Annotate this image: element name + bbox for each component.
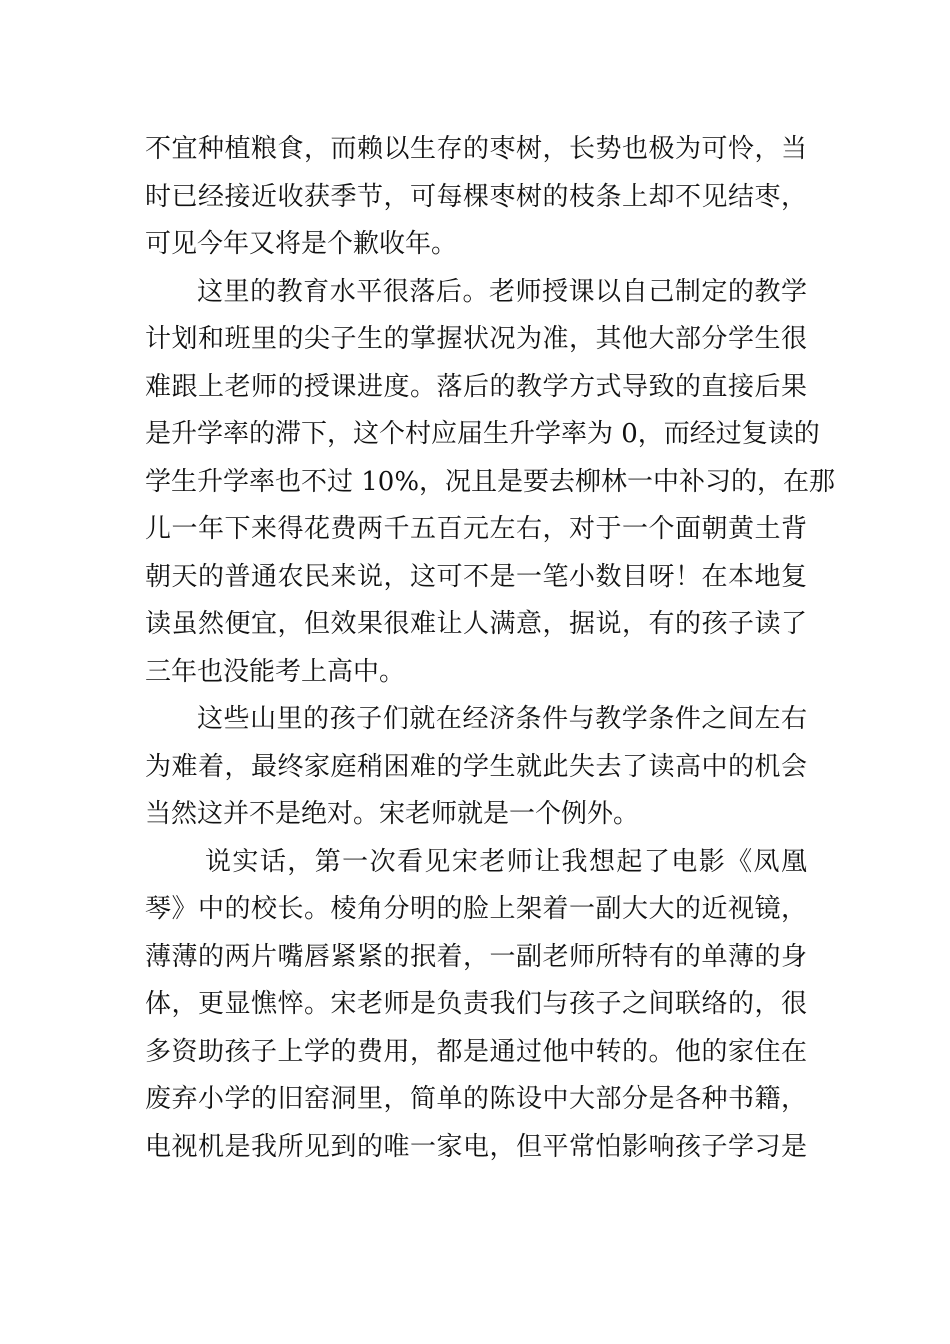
text-line: 不宜种植粮食，而赖以生存的枣树，长势也极为可怜，当 <box>145 134 807 164</box>
text-line: 三年也没能考上高中。 <box>145 656 406 687</box>
text-line: 这里的教育水平很落后。老师授课以自己制定的教学 <box>197 276 807 307</box>
text-line: 时已经接近收获季节，可每棵枣树的枝条上却不见结枣， <box>145 181 807 212</box>
text-line: 为难着，最终家庭稍困难的学生就此失去了读高中的机会 <box>145 751 807 782</box>
text-line: 琴》中的校长。棱角分明的脸上架着一副大大的近视镜， <box>145 894 807 924</box>
text-line: 读虽然便宜，但效果很难让人满意，据说，有的孩子读了 <box>145 609 807 639</box>
text-line: 多资助孩子上学的费用，都是通过他中转的。他的家住在 <box>145 1036 807 1067</box>
text-line: 说实话，第一次看见宋老师让我想起了电影《凤凰 <box>205 846 807 877</box>
text-line: 电视机是我所见到的唯一家电，但平常怕影响孩子学习是 <box>145 1131 807 1162</box>
text-line: 是升学率的滞下，这个村应届生升学率为 0，而经过复读的 <box>145 419 820 449</box>
text-line: 体，更显憔悴。宋老师是负责我们与孩子之间联络的，很 <box>145 989 807 1019</box>
text-line: 难跟上老师的授课进度。落后的教学方式导致的直接后果 <box>145 371 807 402</box>
text-line: 朝天的普通农民来说，这可不是一笔小数目呀！在本地复 <box>145 561 807 592</box>
text-line: 计划和班里的尖子生的掌握状况为准，其他大部分学生很 <box>145 324 807 354</box>
body-text <box>145 126 836 1171</box>
text-line: 薄薄的两片嘴唇紧紧的抿着，一副老师所特有的单薄的身 <box>145 941 807 972</box>
text-line: 废弃小学的旧窑洞里，简单的陈设中大部分是各种书籍， <box>145 1084 807 1114</box>
text-line: 儿一年下来得花费两千五百元左右，对于一个面朝黄土背 <box>145 514 807 544</box>
text-line: 学生升学率也不过 10%，况且是要去柳林一中补习的，在那 <box>145 466 836 497</box>
text-line: 这些山里的孩子们就在经济条件与教学条件之间左右 <box>197 704 807 734</box>
text-line: 可见今年又将是个歉收年。 <box>145 229 458 259</box>
text-line: 当然这并不是绝对。宋老师就是一个例外。 <box>145 799 640 829</box>
